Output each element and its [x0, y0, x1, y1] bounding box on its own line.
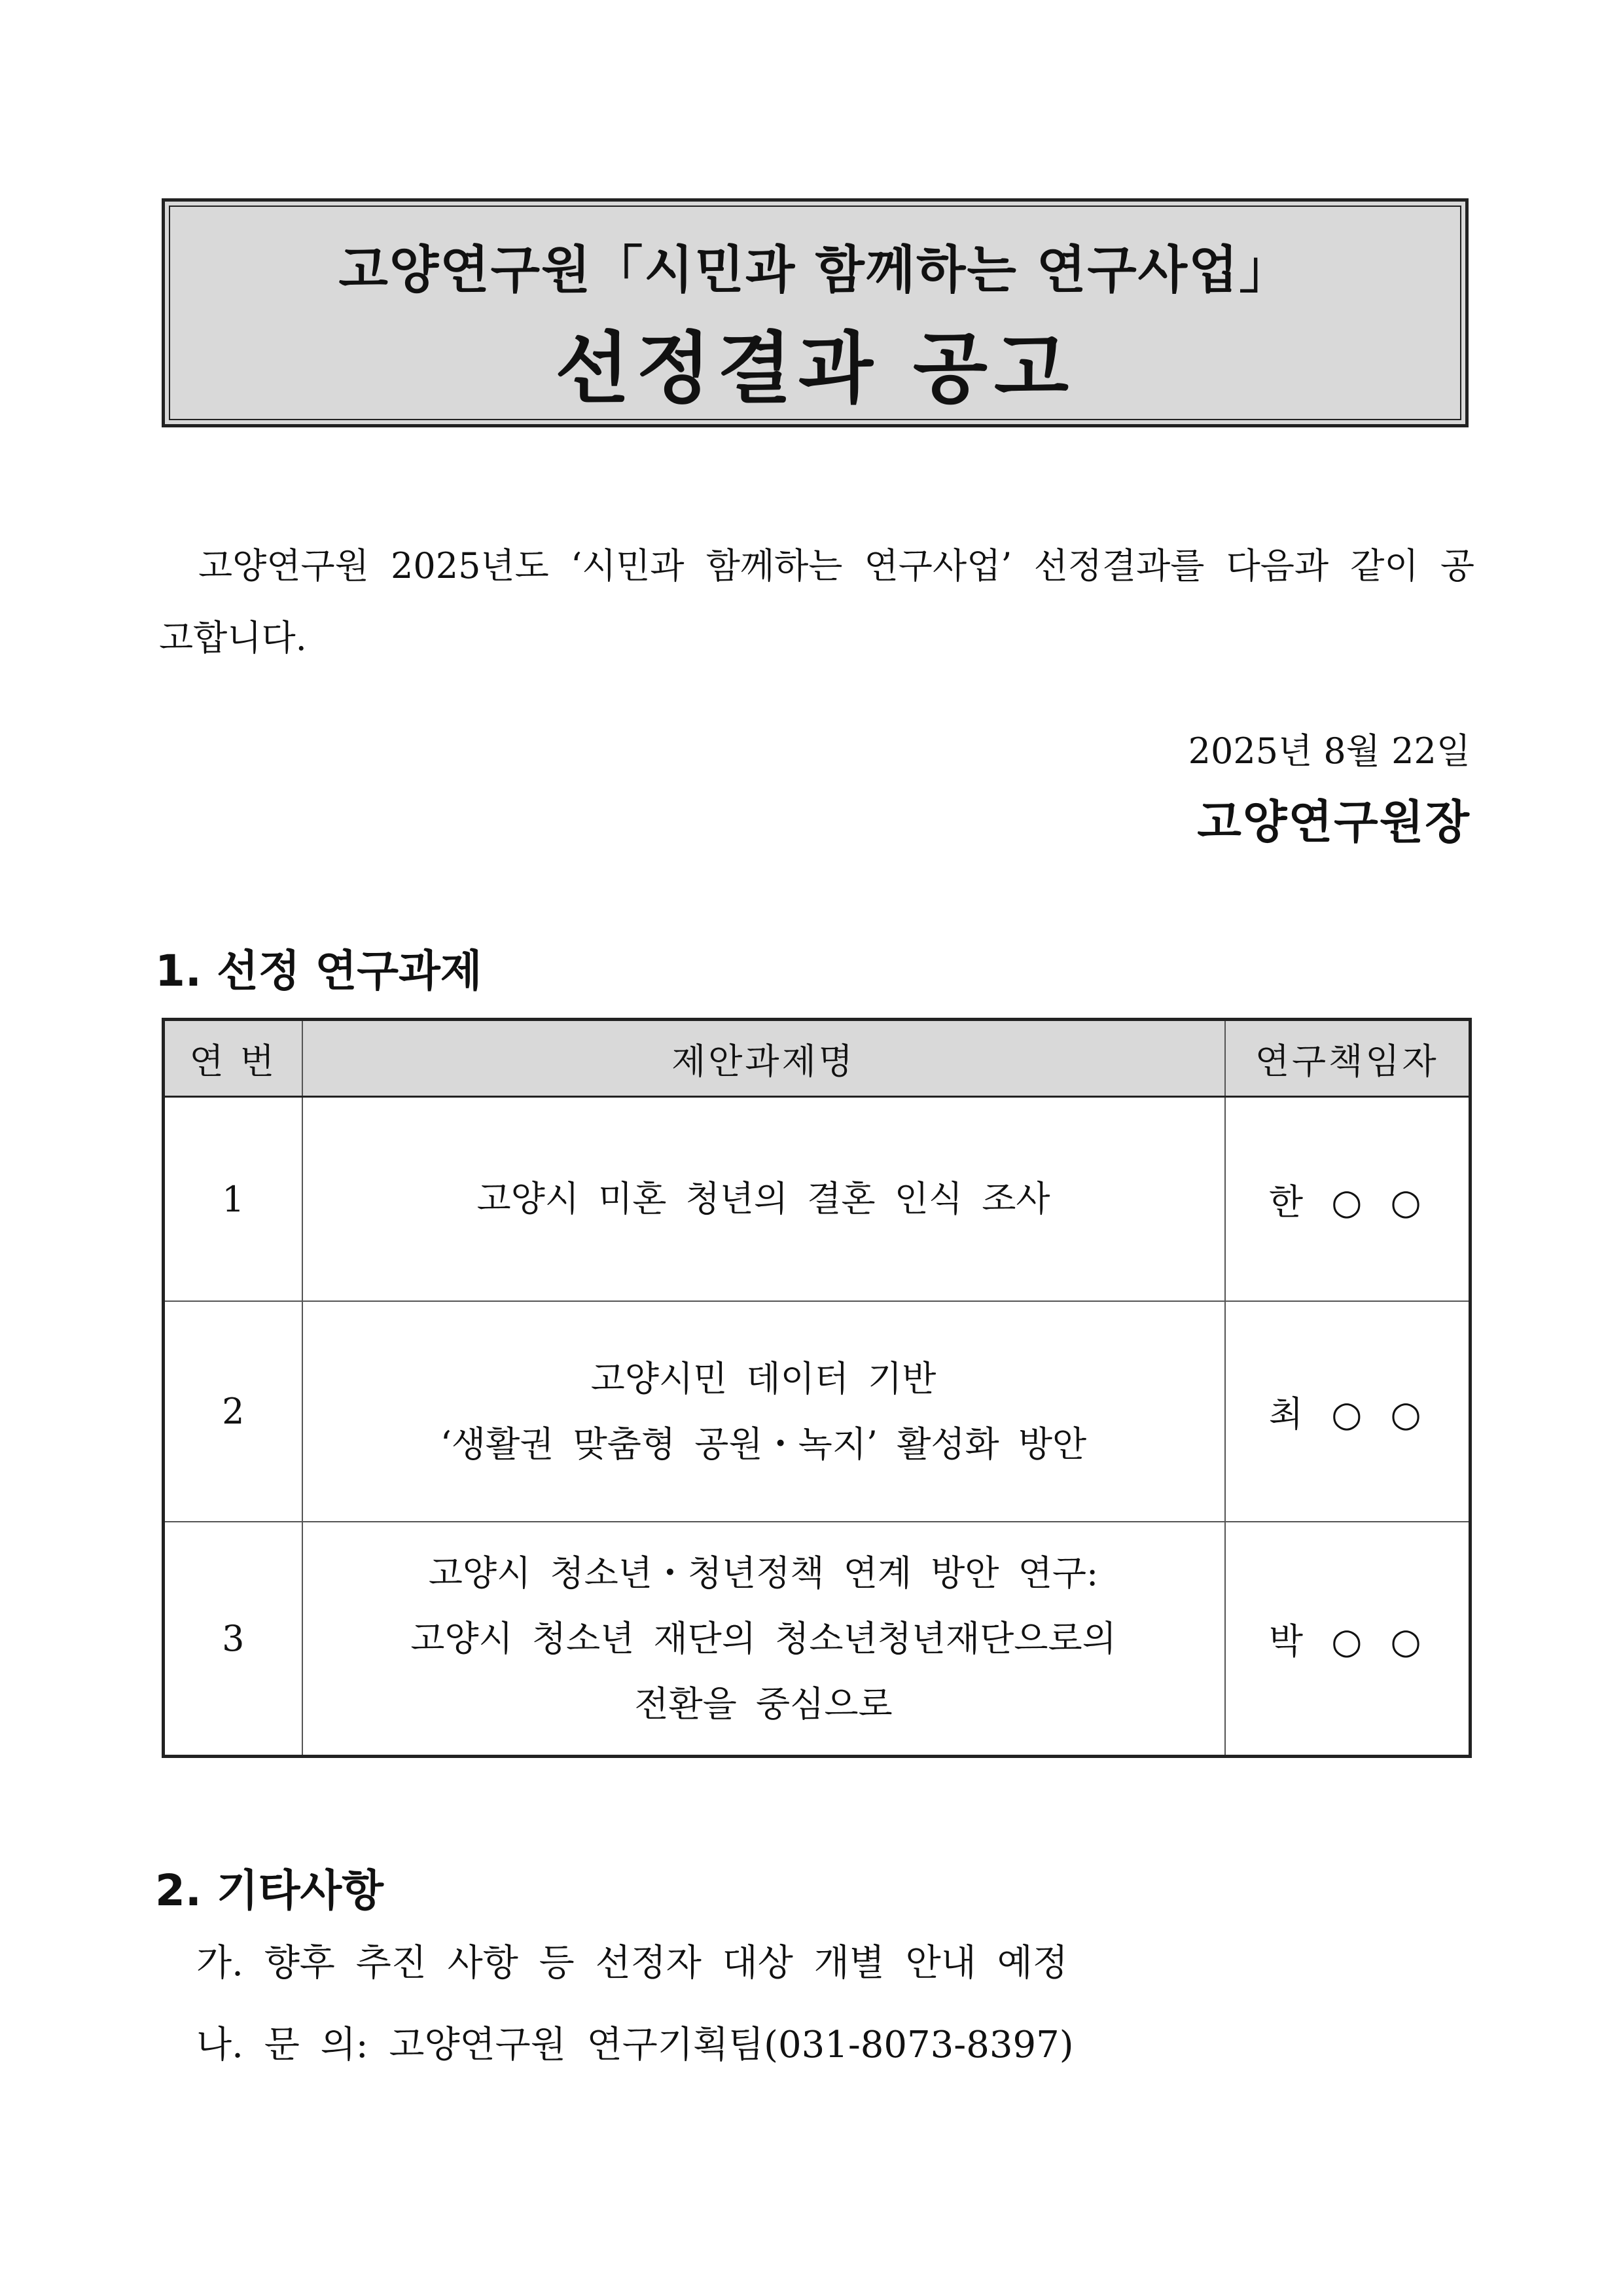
- announcement-date: 2025년 8월 22일: [1188, 730, 1471, 772]
- row-number: 2: [164, 1301, 302, 1522]
- lead-researcher: 최 ○ ○: [1225, 1301, 1471, 1522]
- issuer-name: 고양연구원장: [1197, 795, 1471, 849]
- project-title-line: 고양시민 데이터 기반: [590, 1357, 936, 1399]
- header-number: 연 번: [164, 1020, 302, 1097]
- header-lead-researcher: 연구책임자: [1225, 1020, 1471, 1097]
- row-number: 1: [164, 1097, 302, 1302]
- project-title: [302, 1301, 1225, 1522]
- notice-item: 가. 향후 추진 사항 등 선정자 대상 개별 안내 예정: [196, 1942, 1068, 1984]
- header-project-title: 제안과제명: [302, 1020, 1225, 1097]
- project-title-line: 전환을 중심으로: [634, 1683, 893, 1725]
- section-2-heading: 2. 기타사항: [155, 1865, 383, 1916]
- project-title: [302, 1097, 1225, 1302]
- project-title: [302, 1522, 1225, 1757]
- lead-researcher: 한 ○ ○: [1225, 1097, 1471, 1302]
- project-title-line: 고양시 미혼 청년의 결혼 인식 조사: [476, 1178, 1050, 1219]
- contact-item: 나. 문 의: 고양연구원 연구기획팀(031-8073-8397): [196, 2024, 1074, 2066]
- title-line-2: 선정결과 공고: [554, 323, 1075, 414]
- projects-table: [162, 1018, 1472, 1758]
- table-row: [164, 1097, 1471, 1302]
- table-row: [164, 1522, 1471, 1757]
- project-title-line: 고양시 청소년 재단의 청소년청년재단으로의: [410, 1617, 1116, 1659]
- intro-text: 고양연구원 2025년도 ‘시민과 함께하는 연구사업’ 선정결과를 다음과 같이 공고합니다.: [159, 545, 1474, 658]
- lead-researcher: 박 ○ ○: [1225, 1522, 1471, 1757]
- project-title-line: ‘생활권 맞춤형 공원・녹지’ 활성화 방안: [440, 1423, 1087, 1465]
- section-1-heading: 1. 선정 연구과제: [155, 946, 482, 996]
- project-title-line: 고양시 청소년・청년정책 연계 방안 연구:: [428, 1552, 1099, 1594]
- row-number: 3: [164, 1522, 302, 1757]
- title-line-1: 고양연구원「시민과 함께하는 연구사업」: [338, 241, 1292, 300]
- title-box: [162, 198, 1469, 427]
- table-row: [164, 1301, 1471, 1522]
- intro-paragraph: [159, 530, 1474, 674]
- table-header-row: [164, 1020, 1471, 1097]
